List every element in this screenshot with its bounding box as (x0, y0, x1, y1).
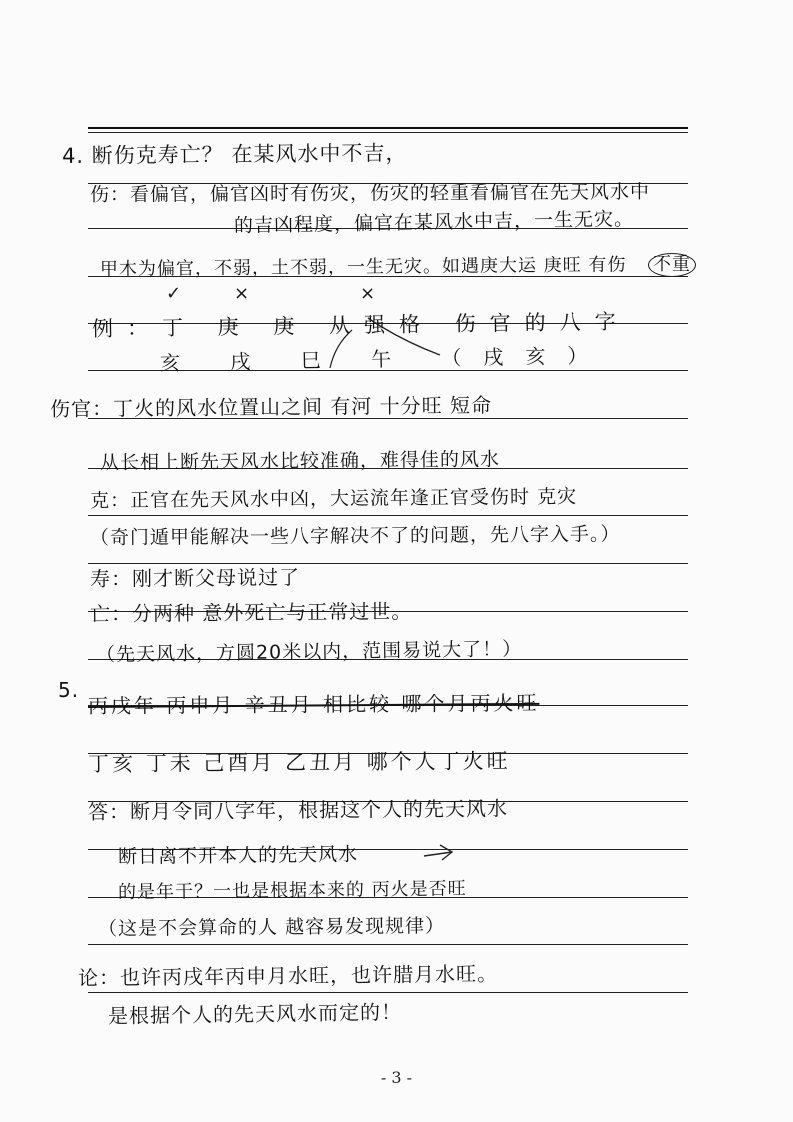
example-stems: 例：丁 庚 庚 从强格 伤官的八字 (91, 309, 630, 341)
discussion-line-2: 是根据个人的先天风水而定的！ (107, 999, 403, 1028)
q4-heading: 4. 断伤克寿亡？ 在某风水中不吉， (61, 140, 408, 168)
answer-line-4: （这是不会算命的人 越容易发现规律） (97, 914, 446, 940)
injury-explanation-1: 伤：看偏官，偏官凶时有伤灾，伤灾的轻重看偏官在先天风水中 (89, 181, 651, 206)
discussion-line-1: 论：也许丙戌年丙申月水旺，也许腊月水旺。 (77, 961, 499, 990)
check-mark: ✓ (166, 283, 182, 304)
answer-line-1: 答：断月令同八字年，根据这个人的先天风水 (87, 796, 509, 824)
fengshui-range-note: （先天风水，方圆20米以内，范围易说大了！） (95, 638, 523, 666)
q5-number: 5. (58, 678, 80, 702)
shou-note: 寿：刚才断父母说过了 (89, 565, 301, 591)
appearance-note: 从长相上断先天风水比较准确，难得佳的风水 (99, 448, 501, 474)
x-mark: × (234, 283, 250, 304)
qimen-note: （奇门遁甲能解决一些八字解决不了的问题，先八字入手。） (89, 523, 621, 549)
answer-line-3: 的是年干？一也是根据本来的 丙火是否旺 (117, 878, 467, 903)
page-number: - 3 - (380, 1068, 413, 1087)
example-branches: 亥 戌 巳 午 （戌亥） (159, 343, 610, 375)
circled-not-serious: 不重 (648, 253, 696, 277)
wang-note: 亡：分两种 意外死亡与正常过世。 (89, 599, 413, 626)
ke-explanation: 克：正官在先天风水中凶，大运流年逢正官受伤时 克灾 (89, 485, 578, 512)
x-mark: × (360, 283, 376, 304)
answer-line-2: 断日离不开本人的先天风水 (117, 843, 359, 868)
injury-example: 甲木为偏官，不弱，土不弱，一生无灾。如遇庚大运 庚旺 有伤 (99, 254, 627, 280)
q5-struck-question: 丙戌年 丙申月 辛丑月 相比较 哪个月丙火旺 (87, 690, 540, 718)
shangguan-note: 伤官：丁火的风水位置山之间 有河 十分旺 短命 (49, 393, 493, 421)
q5-question: 丁亥 丁未 己酉月 乙丑月 哪个人丁火旺 (87, 749, 511, 776)
injury-explanation-2: 的吉凶程度，偏官在某风水中吉，一生无灾。 (233, 208, 635, 237)
